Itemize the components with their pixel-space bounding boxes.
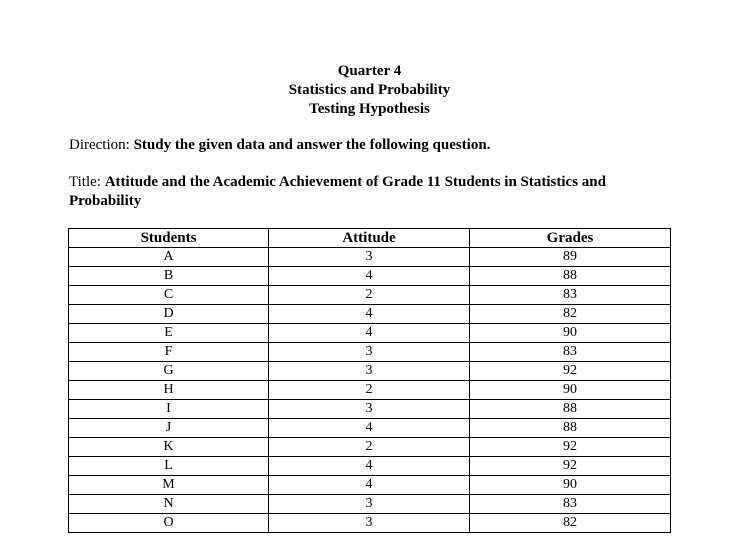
student-cell: L xyxy=(69,457,269,476)
document-header xyxy=(0,62,733,119)
title-label: Title: xyxy=(69,174,105,190)
column-header-students: Students xyxy=(69,229,269,248)
student-cell: G xyxy=(69,362,269,381)
grade-cell: 90 xyxy=(470,476,671,495)
table-row xyxy=(69,476,671,495)
student-cell: D xyxy=(69,305,269,324)
topic-heading: Testing Hypothesis xyxy=(309,101,430,117)
student-cell: B xyxy=(69,267,269,286)
grade-cell: 83 xyxy=(470,286,671,305)
attitude-cell: 4 xyxy=(269,324,470,343)
table-header-row xyxy=(69,229,671,248)
table-body xyxy=(69,248,671,533)
table-row xyxy=(69,438,671,457)
student-cell: J xyxy=(69,419,269,438)
grade-cell: 92 xyxy=(470,457,671,476)
attitude-cell: 2 xyxy=(269,286,470,305)
student-cell: K xyxy=(69,438,269,457)
grade-cell: 88 xyxy=(470,419,671,438)
column-header-grades: Grades xyxy=(470,229,671,248)
student-cell: H xyxy=(69,381,269,400)
grade-cell: 92 xyxy=(470,438,671,457)
attitude-cell: 2 xyxy=(269,381,470,400)
direction-label: Direction: xyxy=(69,137,134,153)
table-row xyxy=(69,419,671,438)
grade-cell: 83 xyxy=(470,343,671,362)
attitude-cell: 4 xyxy=(269,305,470,324)
student-cell: A xyxy=(69,248,269,267)
student-cell: C xyxy=(69,286,269,305)
direction-line xyxy=(69,136,490,155)
attitude-cell: 3 xyxy=(269,400,470,419)
student-cell: O xyxy=(69,514,269,533)
table-row xyxy=(69,400,671,419)
table-row xyxy=(69,324,671,343)
attitude-cell: 4 xyxy=(269,476,470,495)
table-row xyxy=(69,514,671,533)
table-row xyxy=(69,362,671,381)
grade-cell: 92 xyxy=(470,362,671,381)
grade-cell: 82 xyxy=(470,514,671,533)
attitude-cell: 3 xyxy=(269,362,470,381)
table-row xyxy=(69,343,671,362)
student-cell: E xyxy=(69,324,269,343)
table-row xyxy=(69,457,671,476)
table-row xyxy=(69,381,671,400)
attitude-cell: 3 xyxy=(269,495,470,514)
grade-cell: 90 xyxy=(470,324,671,343)
grade-cell: 83 xyxy=(470,495,671,514)
student-cell: F xyxy=(69,343,269,362)
attitude-cell: 4 xyxy=(269,267,470,286)
student-cell: N xyxy=(69,495,269,514)
subject-heading: Statistics and Probability xyxy=(288,82,451,98)
title-text: Attitude and the Academic Achievement of Grade 11 Students in Statistics and Probability xyxy=(69,174,606,209)
grade-cell: 90 xyxy=(470,381,671,400)
table-row xyxy=(69,286,671,305)
grade-cell: 89 xyxy=(470,248,671,267)
attitude-cell: 3 xyxy=(269,343,470,362)
attitude-cell: 3 xyxy=(269,514,470,533)
student-cell: M xyxy=(69,476,269,495)
column-header-attitude: Attitude xyxy=(269,229,470,248)
attitude-cell: 2 xyxy=(269,438,470,457)
table-row xyxy=(69,267,671,286)
grade-cell: 82 xyxy=(470,305,671,324)
title-line xyxy=(69,173,669,211)
attitude-cell: 4 xyxy=(269,419,470,438)
quarter-heading: Quarter 4 xyxy=(337,63,402,79)
attitude-cell: 3 xyxy=(269,248,470,267)
direction-text: Study the given data and answer the following question. xyxy=(133,137,491,153)
attitude-cell: 4 xyxy=(269,457,470,476)
grade-cell: 88 xyxy=(470,267,671,286)
data-table xyxy=(68,228,671,533)
grade-cell: 88 xyxy=(470,400,671,419)
student-cell: I xyxy=(69,400,269,419)
table-row xyxy=(69,305,671,324)
table-row xyxy=(69,495,671,514)
table-row xyxy=(69,248,671,267)
